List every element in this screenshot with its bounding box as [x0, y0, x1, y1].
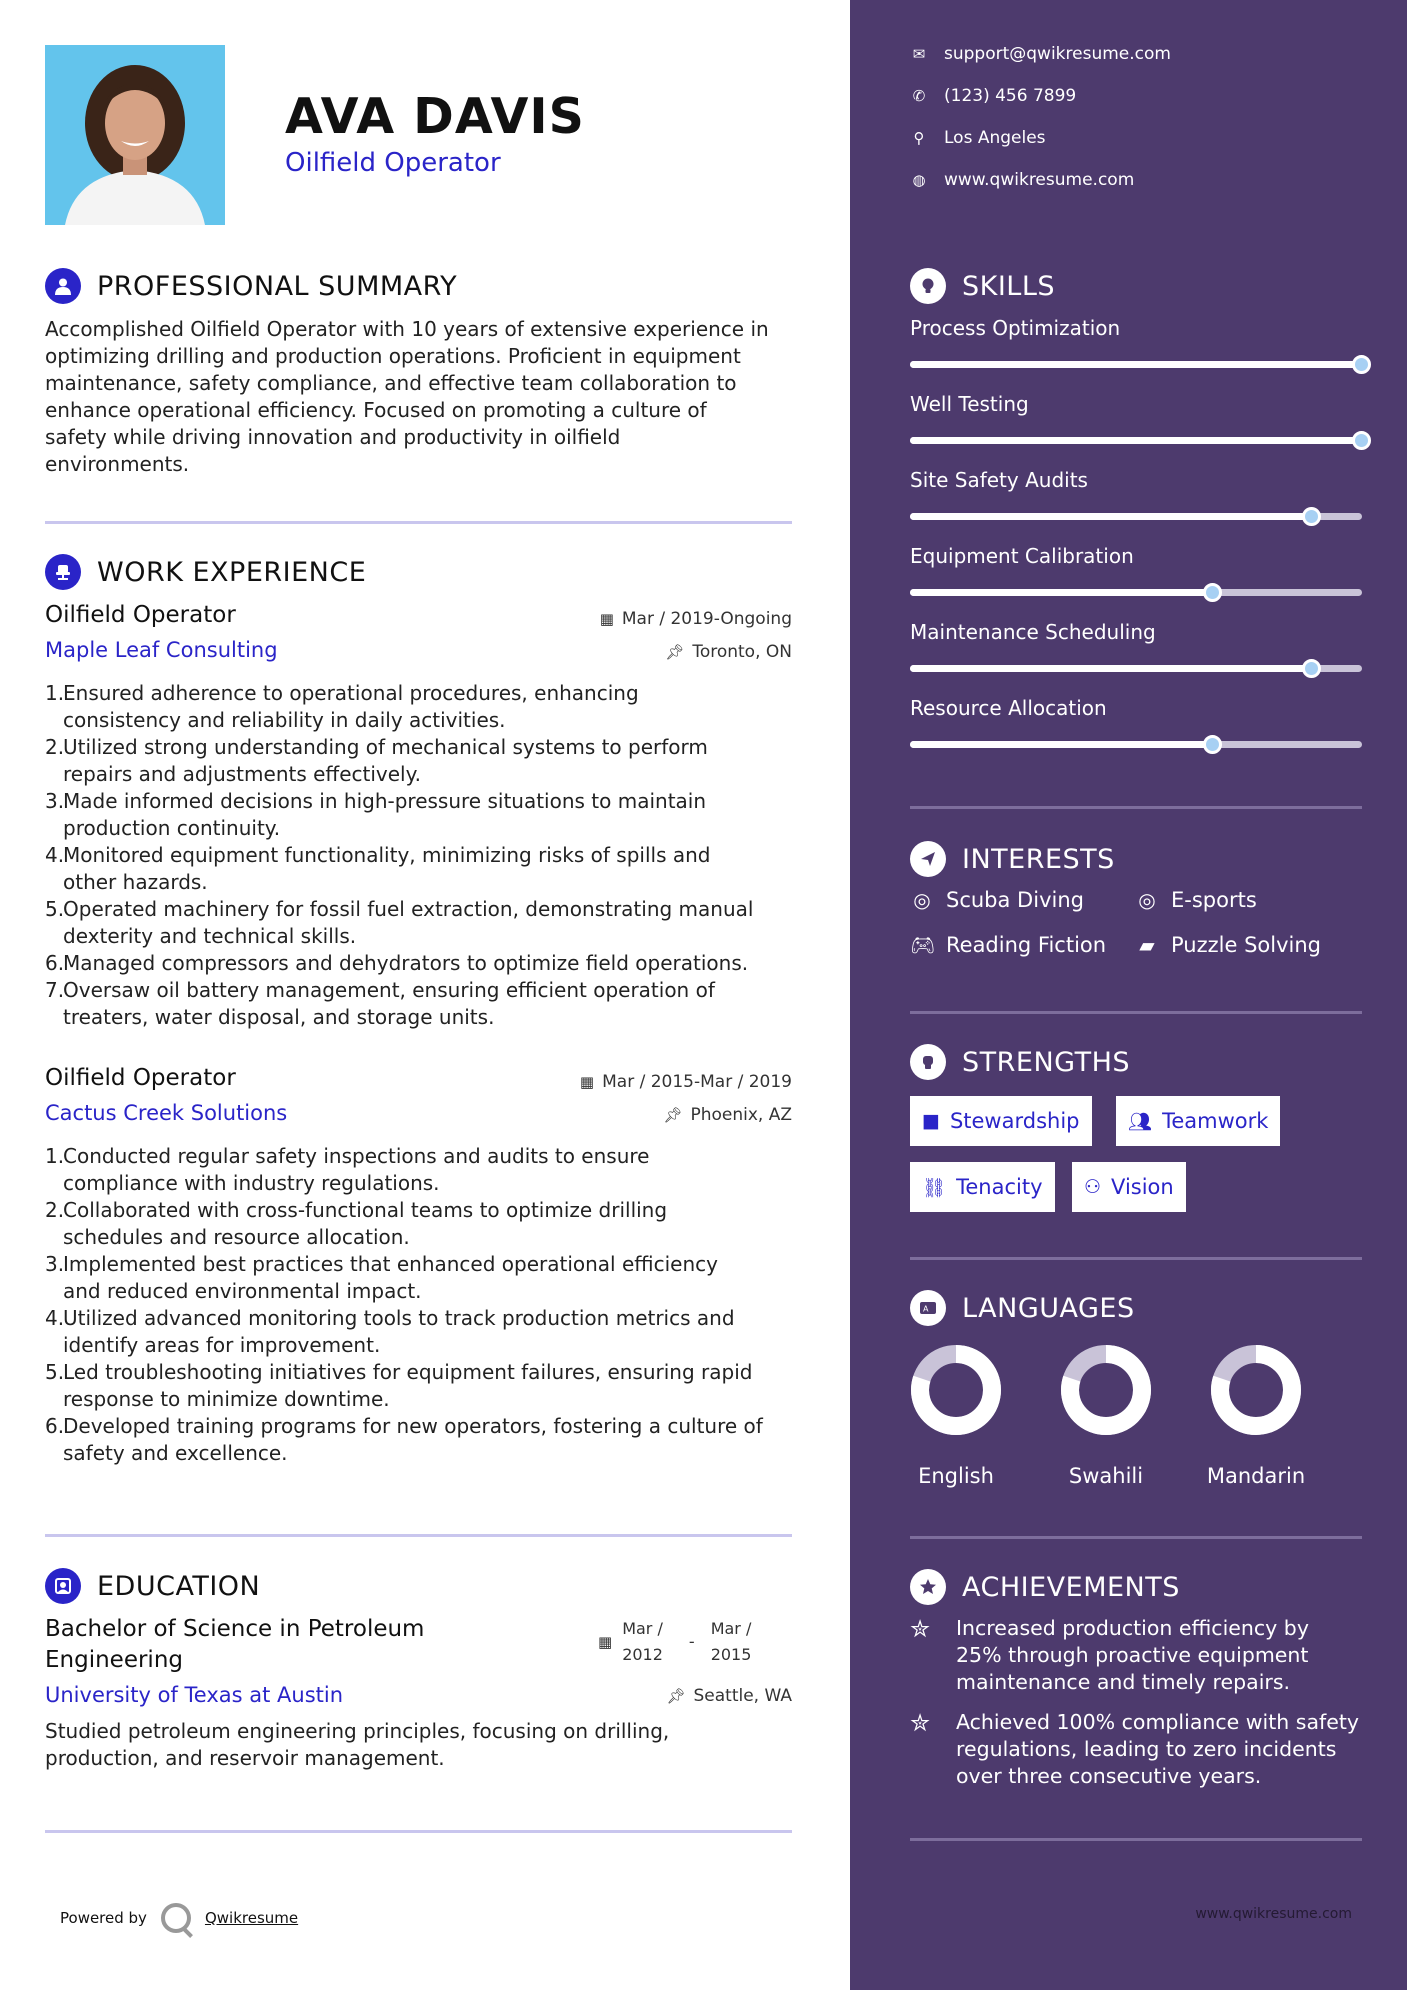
list-line: Managed compressors and dehydrators to optimize field operations. — [63, 951, 749, 975]
education-heading — [45, 1568, 260, 1604]
book-icon: ▰ — [1139, 933, 1155, 957]
list-item — [45, 1251, 800, 1305]
pin-icon: 📌︎ — [666, 1687, 686, 1705]
skill-bar-fill — [910, 513, 1312, 520]
achievements-heading — [910, 1569, 1180, 1605]
paper-plane-icon — [910, 841, 946, 877]
degree-title — [45, 1614, 424, 1676]
list-number: 5. — [45, 897, 65, 921]
contact-phone[interactable] — [910, 86, 1076, 106]
education-location-text: Seattle, WA — [693, 1686, 792, 1706]
list-line: Utilized advanced monitoring tools to track production metrics and — [63, 1306, 735, 1330]
briefcase-chair-icon — [45, 554, 81, 590]
list-line: compliance with industry regulations. — [63, 1171, 440, 1195]
skills-heading — [910, 268, 1055, 304]
list-item — [45, 977, 800, 1031]
achievement-line: Achieved 100% compliance with safety — [956, 1710, 1360, 1734]
qwikresume-logo-icon — [161, 1903, 191, 1933]
contact-email-text: support@qwikresume.com — [944, 44, 1171, 64]
pin-icon: 📌︎ — [663, 1106, 683, 1124]
strength-badge — [1116, 1096, 1280, 1146]
skill-bar-fill — [910, 665, 1312, 672]
list-number: 4. — [45, 843, 65, 867]
list-number: 1. — [45, 681, 65, 705]
fist-icon — [910, 1044, 946, 1080]
job-title: Oilfield Operator — [45, 1065, 236, 1091]
globe-icon: ◍ — [912, 171, 926, 189]
strength-badge — [910, 1096, 1092, 1146]
skill-bar-knob — [1203, 583, 1222, 602]
star-badge-icon — [910, 1569, 946, 1605]
interest-item — [1135, 888, 1257, 912]
interest-label: E-sports — [1171, 888, 1257, 912]
list-item — [45, 1197, 800, 1251]
contact-email[interactable] — [910, 44, 1171, 64]
strengths-title: STRENGTHS — [962, 1046, 1131, 1078]
education-end — [711, 1616, 752, 1668]
skill-label: Resource Allocation — [910, 696, 1107, 720]
education-desc-line: production, and reservoir management. — [45, 1746, 445, 1770]
list-line: Collaborated with cross-functional teams to optimize drilling — [63, 1198, 668, 1222]
list-line: Led troubleshooting initiatives for equipment failures, ensuring rapid — [63, 1360, 753, 1384]
language-item — [1196, 1344, 1316, 1488]
skill-label: Process Optimization — [910, 316, 1121, 340]
achievements-title: ACHIEVEMENTS — [962, 1571, 1180, 1603]
user-icon — [45, 268, 81, 304]
brand-link[interactable]: Qwikresume — [204, 1909, 299, 1927]
job-location-text: Toronto, ON — [692, 642, 792, 662]
skill-bar-fill — [910, 741, 1213, 748]
briefcase-icon: ■ — [922, 1110, 940, 1132]
section-divider — [910, 806, 1362, 809]
job-title: Oilfield Operator — [45, 602, 236, 628]
strength-label: Stewardship — [949, 1109, 1080, 1133]
achievement-line: regulations, leading to zero incidents — [956, 1737, 1337, 1761]
powered-by — [60, 1903, 298, 1933]
experience-heading — [45, 554, 366, 590]
list-number: 2. — [45, 735, 65, 759]
skill-bar-knob — [1302, 659, 1321, 678]
list-number: 3. — [45, 789, 65, 813]
list-line: Operated machinery for fossil fuel extraction, demonstrating manual — [63, 897, 754, 921]
pin-icon: 📌︎ — [665, 643, 685, 661]
skill-bar — [910, 513, 1362, 520]
section-divider — [910, 1257, 1362, 1260]
graduate-icon — [45, 1568, 81, 1604]
skill-bar — [910, 665, 1362, 672]
list-line: schedules and resource allocation. — [63, 1225, 410, 1249]
skill-bar-fill — [910, 437, 1362, 444]
education-title: EDUCATION — [97, 1570, 261, 1602]
skills-title: SKILLS — [962, 270, 1056, 302]
language-level-ring — [910, 1344, 1002, 1436]
svg-text:A: A — [923, 1304, 929, 1314]
education-start — [622, 1616, 663, 1668]
skill-item — [910, 392, 1362, 416]
gamepad-icon: 🎮︎ — [910, 933, 936, 957]
education-dates — [598, 1616, 751, 1668]
job-company: Cactus Creek Solutions — [45, 1101, 288, 1125]
profile-photo — [45, 45, 225, 225]
list-item — [45, 1413, 800, 1467]
strengths-heading — [910, 1044, 1130, 1080]
section-divider — [45, 1830, 792, 1833]
job-dates — [600, 609, 792, 629]
education-desc-line: Studied petroleum engineering principles, focusing on drilling, — [45, 1719, 670, 1743]
achievement-text — [956, 1709, 1359, 1790]
list-line: and reduced environmental impact. — [63, 1279, 422, 1303]
lifebuoy-icon: ◎ — [1138, 888, 1156, 912]
skill-item — [910, 620, 1362, 644]
list-text — [63, 1359, 800, 1413]
list-line: response to minimize downtime. — [63, 1387, 390, 1411]
school-name: University of Texas at Austin — [45, 1683, 344, 1707]
contact-location — [910, 128, 1046, 148]
interest-label: Puzzle Solving — [1171, 933, 1321, 957]
education-location — [666, 1686, 792, 1706]
list-number: 6. — [45, 951, 65, 975]
interest-label: Scuba Diving — [946, 888, 1084, 912]
list-text — [63, 1197, 800, 1251]
list-item — [45, 788, 800, 842]
date-line: 2015 — [710, 1645, 752, 1664]
achievement-item — [910, 1615, 1362, 1696]
skill-bar — [910, 437, 1362, 444]
strength-label: Vision — [1111, 1175, 1174, 1199]
job-location-text: Phoenix, AZ — [690, 1105, 792, 1125]
list-number: 5. — [45, 1360, 65, 1384]
calendar-icon: ▦ — [579, 1073, 595, 1091]
summary-line: environments. — [45, 452, 190, 476]
achievement-line: maintenance and timely repairs. — [956, 1670, 1291, 1694]
list-text — [63, 950, 800, 977]
list-line: Developed training programs for new operators, fostering a culture of — [63, 1414, 763, 1438]
job-location — [665, 642, 792, 662]
skill-bar — [910, 589, 1362, 596]
link-icon: ⛓︎ — [922, 1176, 947, 1199]
list-number: 2. — [45, 1198, 65, 1222]
date-line: Mar / — [622, 1619, 663, 1638]
list-line: Monitored equipment functionality, minimizing risks of spills and — [63, 843, 711, 867]
strength-label: Teamwork — [1162, 1109, 1269, 1133]
list-text — [63, 1143, 800, 1197]
list-line: Conducted regular safety inspections and audits to ensure — [63, 1144, 650, 1168]
skill-label: Maintenance Scheduling — [910, 620, 1156, 644]
list-line: dexterity and technical skills. — [63, 924, 357, 948]
users-icon: 👥︎ — [1128, 1110, 1153, 1133]
skill-bar — [910, 361, 1362, 368]
section-divider — [45, 521, 792, 524]
interest-label: Reading Fiction — [946, 933, 1107, 957]
list-line: Ensured adherence to operational procedures, enhancing — [63, 681, 639, 705]
job-company: Maple Leaf Consulting — [45, 638, 278, 662]
list-item — [45, 734, 800, 788]
achievement-text — [956, 1615, 1309, 1696]
interests-heading — [910, 841, 1115, 877]
lightbulb-icon — [910, 268, 946, 304]
star-icon: ✮ — [910, 1709, 931, 1737]
list-text — [63, 788, 800, 842]
list-line: treaters, water disposal, and storage units. — [63, 1005, 495, 1029]
list-number: 3. — [45, 1252, 65, 1276]
powered-by-label: Powered by — [60, 1909, 147, 1927]
achievement-item — [910, 1709, 1362, 1790]
list-number: 7. — [45, 978, 65, 1002]
list-item — [45, 680, 800, 734]
list-text — [63, 896, 800, 950]
envelope-icon: ✉ — [912, 45, 926, 63]
star-icon: ✮ — [910, 1615, 931, 1643]
binoculars-icon: ⚇ — [1084, 1176, 1102, 1198]
achievement-line: Increased production efficiency by — [956, 1616, 1309, 1640]
section-divider — [910, 1838, 1362, 1841]
skill-label: Site Safety Audits — [910, 468, 1088, 492]
section-divider — [910, 1011, 1362, 1014]
summary-title: PROFESSIONAL SUMMARY — [97, 270, 458, 302]
list-item — [45, 1359, 800, 1413]
footer-site[interactable]: www.qwikresume.com — [1195, 1906, 1352, 1922]
job-responsibilities — [45, 680, 800, 1031]
strength-badge — [910, 1162, 1055, 1212]
translate-icon — [910, 1290, 946, 1326]
skill-item — [910, 316, 1362, 340]
list-text — [63, 1251, 800, 1305]
list-line: identify areas for improvement. — [63, 1333, 381, 1357]
list-line: production continuity. — [63, 816, 281, 840]
summary-line: Accomplished Oilfield Operator with 10 years of extensive experience in — [45, 317, 769, 341]
skill-label: Well Testing — [910, 392, 1029, 416]
skill-bar-knob — [1203, 735, 1222, 754]
list-text — [63, 1413, 800, 1467]
interest-item — [1135, 933, 1321, 957]
summary-line: maintenance, safety compliance, and effective team collaboration to — [45, 371, 737, 395]
list-line: consistency and reliability in daily activities. — [63, 708, 506, 732]
list-text — [63, 977, 800, 1031]
calendar-icon: ▦ — [599, 610, 614, 628]
list-line: safety and excellence. — [63, 1441, 288, 1465]
degree-line: Bachelor of Science in Petroleum — [45, 1616, 425, 1642]
languages-heading — [910, 1290, 1135, 1326]
list-number: 1. — [45, 1144, 65, 1168]
summary-line: enhance operational efficiency. Focused on promoting a culture of — [45, 398, 707, 422]
achievement-line: over three consecutive years. — [956, 1764, 1262, 1788]
skill-bar-knob — [1352, 355, 1371, 374]
summary-text — [45, 316, 795, 478]
list-item — [45, 1305, 800, 1359]
job-dates — [580, 1072, 792, 1092]
degree-line: Engineering — [45, 1647, 183, 1673]
language-name: Swahili — [1068, 1464, 1144, 1488]
job-location — [663, 1105, 792, 1125]
language-item — [896, 1344, 1016, 1488]
list-line: other hazards. — [63, 870, 208, 894]
date-line: Mar / — [710, 1619, 752, 1638]
section-divider — [910, 1536, 1362, 1539]
language-level-ring — [1060, 1344, 1152, 1436]
interest-item — [910, 933, 1106, 957]
list-text — [63, 734, 800, 788]
summary-line: safety while driving innovation and productivity in oilfield — [45, 425, 621, 449]
list-line: Oversaw oil battery management, ensuring efficient operation of — [63, 978, 715, 1002]
job-responsibilities — [45, 1143, 800, 1467]
date-separator: - — [688, 1632, 695, 1651]
summary-heading — [45, 268, 457, 304]
skill-bar-fill — [910, 589, 1213, 596]
list-text — [63, 1305, 800, 1359]
interests-title: INTERESTS — [962, 843, 1115, 875]
list-text — [63, 680, 800, 734]
strength-badge — [1072, 1162, 1186, 1212]
skill-bar-knob — [1352, 431, 1371, 450]
education-description — [45, 1718, 795, 1772]
lifebuoy-icon: ◎ — [913, 888, 931, 912]
contact-phone-text: (123) 456 7899 — [944, 86, 1077, 106]
job-dates-text: Mar / 2015-Mar / 2019 — [602, 1072, 792, 1092]
calendar-icon: ▦ — [598, 1633, 613, 1651]
list-number: 4. — [45, 1306, 65, 1330]
sidebar — [850, 0, 1407, 1990]
skill-label: Equipment Calibration — [910, 544, 1134, 568]
list-line: Made informed decisions in high-pressure situations to maintain — [63, 789, 707, 813]
skill-bar — [910, 741, 1362, 748]
skill-bar-knob — [1302, 507, 1321, 526]
section-divider — [45, 1534, 792, 1537]
strength-label: Tenacity — [956, 1175, 1043, 1199]
achievement-line: 25% through proactive equipment — [956, 1643, 1309, 1667]
list-item — [45, 896, 800, 950]
list-item — [45, 1143, 800, 1197]
job-dates-text: Mar / 2019-Ongoing — [621, 609, 792, 629]
languages-title: LANGUAGES — [962, 1292, 1135, 1324]
list-number: 6. — [45, 1414, 65, 1438]
skill-item — [910, 544, 1362, 568]
date-line: 2012 — [622, 1645, 663, 1664]
candidate-name: AVA DAVIS — [285, 88, 585, 145]
language-name: English — [918, 1464, 994, 1488]
skill-bar-fill — [910, 361, 1362, 368]
language-name: Mandarin — [1206, 1464, 1306, 1488]
contact-location-text: Los Angeles — [944, 128, 1046, 148]
list-item — [45, 950, 800, 977]
language-level-ring — [1210, 1344, 1302, 1436]
experience-title: WORK EXPERIENCE — [97, 556, 367, 588]
list-line: Utilized strong understanding of mechanical systems to perform — [63, 735, 708, 759]
contact-website-text: www.qwikresume.com — [944, 170, 1135, 190]
list-line: repairs and adjustments effectively. — [63, 762, 421, 786]
skill-item — [910, 696, 1362, 720]
interest-item — [910, 888, 1084, 912]
list-item — [45, 842, 800, 896]
candidate-title: Oilfield Operator — [285, 148, 501, 178]
map-pin-icon: ⚲ — [913, 129, 925, 147]
list-line: Implemented best practices that enhanced operational efficiency — [63, 1252, 718, 1276]
summary-line: optimizing drilling and production operations. Proficient in equipment — [45, 344, 741, 368]
language-item — [1046, 1344, 1166, 1488]
phone-icon: ✆ — [912, 87, 926, 105]
contact-website[interactable] — [910, 170, 1134, 190]
skill-item — [910, 468, 1362, 492]
list-text — [63, 842, 800, 896]
